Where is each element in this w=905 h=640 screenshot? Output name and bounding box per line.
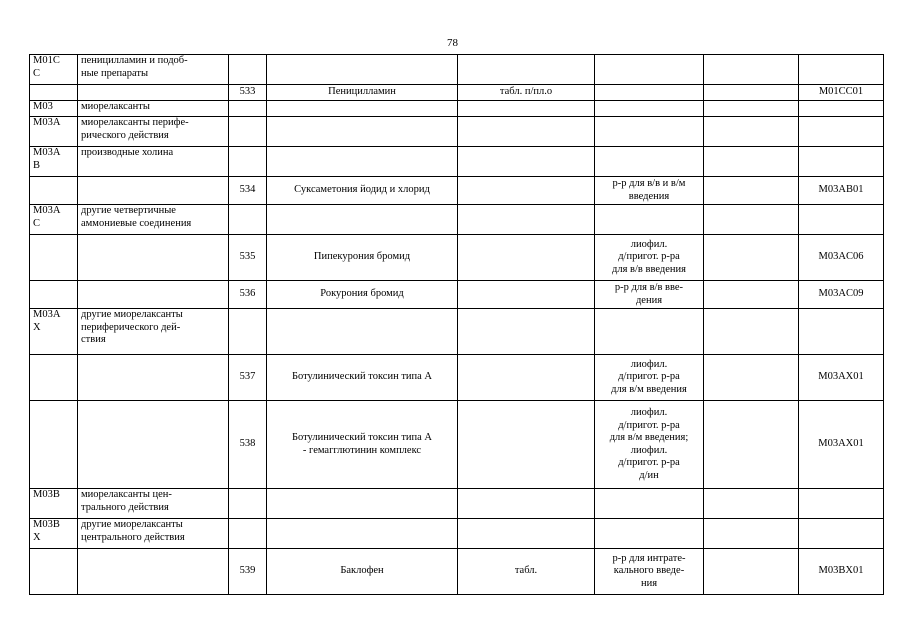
cell-text: 537 [239, 371, 256, 383]
atc-full-code-cell [799, 101, 884, 117]
atc-full-code-cell [799, 355, 884, 401]
cell-text: р-р для интрате- кального введе- ния [612, 552, 686, 589]
group-name-cell [78, 549, 229, 595]
dosage-form-cell [458, 235, 595, 281]
item-number-cell [229, 309, 267, 355]
cell-text: другие миорелаксанты центрального действия [81, 519, 185, 543]
atc-code-cell [30, 235, 78, 281]
drug-name-cell [267, 355, 458, 401]
extra-cell [704, 401, 799, 489]
cell-text: 533 [239, 86, 256, 98]
drug-name-cell [267, 85, 458, 101]
drug-name-cell [267, 549, 458, 595]
atc-code-cell [30, 101, 78, 117]
cell-text: Суксаметония йодид и хлорид [294, 184, 430, 196]
cell-text: другие миорелаксанты периферического дей- ствия [81, 309, 183, 345]
dosage-form-alt-cell [595, 55, 704, 85]
atc-code-cell [30, 519, 78, 549]
table-row [30, 205, 884, 235]
extra-cell [704, 205, 799, 235]
item-number-cell [229, 549, 267, 595]
item-number-cell [229, 489, 267, 519]
atc-code-cell [30, 401, 78, 489]
dosage-form-cell [458, 489, 595, 519]
drug-name-cell [267, 117, 458, 147]
dosage-form-cell [458, 101, 595, 117]
group-name-cell [78, 235, 229, 281]
atc-full-code-cell [799, 549, 884, 595]
group-name-cell [78, 309, 229, 355]
cell-text: пеницилламин и подоб- ные препараты [81, 55, 188, 79]
atc-code-cell [30, 489, 78, 519]
item-number-cell [229, 355, 267, 401]
item-number-cell [229, 519, 267, 549]
atc-code-cell [30, 177, 78, 205]
dosage-form-cell [458, 117, 595, 147]
item-number-cell [229, 401, 267, 489]
item-number-cell [229, 205, 267, 235]
drug-name-cell [267, 401, 458, 489]
atc-full-code-cell [799, 401, 884, 489]
cell-text: M03AX01 [818, 438, 864, 450]
group-name-cell [78, 205, 229, 235]
page-number: 78 [447, 37, 458, 49]
group-name-cell [78, 117, 229, 147]
item-number-cell [229, 281, 267, 309]
cell-text: производные холина [81, 147, 174, 158]
cell-text: M03B X [33, 519, 60, 543]
extra-cell [704, 117, 799, 147]
dosage-form-cell [458, 401, 595, 489]
atc-full-code-cell [799, 235, 884, 281]
atc-full-code-cell [799, 519, 884, 549]
atc-code-cell [30, 549, 78, 595]
atc-full-code-cell [799, 205, 884, 235]
drug-name-cell [267, 281, 458, 309]
table-row [30, 519, 884, 549]
dosage-form-alt-cell [595, 235, 704, 281]
dosage-form-alt-cell [595, 101, 704, 117]
extra-cell [704, 235, 799, 281]
cell-text: M01CC01 [818, 86, 864, 98]
atc-code-cell [30, 85, 78, 101]
cell-text: 538 [239, 438, 256, 450]
drug-name-cell [267, 205, 458, 235]
group-name-cell [78, 85, 229, 101]
cell-text: 536 [239, 288, 256, 300]
group-name-cell [78, 519, 229, 549]
group-name-cell [78, 55, 229, 85]
cell-text: миорелаксанты перифе- рического действия [81, 117, 189, 141]
group-name-cell [78, 281, 229, 309]
dosage-form-alt-cell [595, 147, 704, 177]
cell-text: 534 [239, 184, 256, 196]
cell-text: M03AC06 [818, 251, 864, 263]
drug-name-cell [267, 309, 458, 355]
cell-text: р-р для в/в вве- дения [614, 282, 684, 306]
cell-text: лиофил. д/пригот. р-ра для в/в введения [612, 238, 686, 275]
dosage-form-alt-cell [595, 205, 704, 235]
cell-text: M03AB01 [818, 184, 864, 196]
atc-code-cell [30, 117, 78, 147]
cell-text: Пеницилламин [328, 86, 396, 98]
extra-cell [704, 549, 799, 595]
atc-code-cell [30, 309, 78, 355]
dosage-form-alt-cell [595, 401, 704, 489]
dosage-form-alt-cell [595, 355, 704, 401]
cell-text: Ботулинический токсин типа А [291, 371, 433, 383]
cell-text: р-р для в/в и в/м введения [612, 178, 686, 202]
cell-text: лиофил. д/пригот. р-ра для в/м введения [611, 358, 687, 395]
cell-text: табл. п/пл.о [499, 86, 553, 98]
atc-full-code-cell [799, 177, 884, 205]
cell-text: Пипекурония бромид [313, 251, 411, 263]
dosage-form-cell [458, 177, 595, 205]
extra-cell [704, 489, 799, 519]
cell-text: M03BX01 [818, 565, 864, 577]
drug-name-cell [267, 519, 458, 549]
table-row [30, 309, 884, 355]
group-name-cell [78, 355, 229, 401]
table-row [30, 355, 884, 401]
drug-name-cell [267, 101, 458, 117]
cell-text: табл. [514, 565, 538, 577]
dosage-form-cell [458, 147, 595, 177]
dosage-form-alt-cell [595, 281, 704, 309]
dosage-form-alt-cell [595, 549, 704, 595]
extra-cell [704, 355, 799, 401]
cell-text: миорелаксанты цен- трального действия [81, 489, 172, 513]
cell-text: M01C C [33, 55, 60, 79]
table-row [30, 549, 884, 595]
table-row [30, 281, 884, 309]
item-number-cell [229, 55, 267, 85]
extra-cell [704, 519, 799, 549]
drug-name-cell [267, 489, 458, 519]
extra-cell [704, 55, 799, 85]
table-row [30, 117, 884, 147]
drug-name-cell [267, 235, 458, 281]
group-name-cell [78, 489, 229, 519]
drug-name-cell [267, 147, 458, 177]
cell-text: Рокурония бромид [320, 288, 404, 300]
cell-text: M03A B [33, 147, 61, 171]
atc-code-cell [30, 55, 78, 85]
dosage-form-alt-cell [595, 117, 704, 147]
cell-text: Ботулинический токсин типа А - гемагглютинин комплекс [291, 432, 433, 456]
atc-full-code-cell [799, 281, 884, 309]
cell-text: M03 [33, 101, 53, 112]
atc-full-code-cell [799, 85, 884, 101]
extra-cell [704, 147, 799, 177]
group-name-cell [78, 177, 229, 205]
cell-text: 539 [239, 565, 256, 577]
cell-text: M03B [33, 489, 60, 500]
dosage-form-alt-cell [595, 489, 704, 519]
dosage-form-alt-cell [595, 177, 704, 205]
dosage-form-cell [458, 355, 595, 401]
table-row [30, 85, 884, 101]
dosage-form-cell [458, 85, 595, 101]
extra-cell [704, 177, 799, 205]
group-name-cell [78, 147, 229, 177]
cell-text: M03AC09 [818, 288, 864, 300]
extra-cell [704, 85, 799, 101]
table-row [30, 489, 884, 519]
table-row [30, 55, 884, 85]
atc-full-code-cell [799, 55, 884, 85]
dosage-form-cell [458, 55, 595, 85]
item-number-cell [229, 85, 267, 101]
dosage-form-alt-cell [595, 519, 704, 549]
atc-full-code-cell [799, 309, 884, 355]
dosage-form-cell [458, 205, 595, 235]
atc-code-cell [30, 147, 78, 177]
dosage-form-cell [458, 281, 595, 309]
extra-cell [704, 101, 799, 117]
table-row [30, 235, 884, 281]
item-number-cell [229, 147, 267, 177]
dosage-form-cell [458, 549, 595, 595]
item-number-cell [229, 117, 267, 147]
item-number-cell [229, 235, 267, 281]
extra-cell [704, 281, 799, 309]
cell-text: M03AX01 [818, 371, 864, 383]
drug-name-cell [267, 55, 458, 85]
extra-cell [704, 309, 799, 355]
drug-name-cell [267, 177, 458, 205]
cell-text: M03A C [33, 205, 61, 229]
cell-text: лиофил. д/пригот. р-ра для в/м введения; лиофил. д/пригот. р-ра д/ин [609, 407, 689, 481]
table-row [30, 401, 884, 489]
cell-text: миорелаксанты [81, 101, 150, 112]
dosage-form-alt-cell [595, 85, 704, 101]
atc-code-cell [30, 205, 78, 235]
atc-code-cell [30, 281, 78, 309]
cell-text: 535 [239, 251, 256, 263]
cell-text: M03A [33, 117, 61, 128]
table-row [30, 147, 884, 177]
item-number-cell [229, 101, 267, 117]
table-row [30, 177, 884, 205]
group-name-cell [78, 101, 229, 117]
dosage-form-cell [458, 519, 595, 549]
atc-code-cell [30, 355, 78, 401]
table-row [30, 101, 884, 117]
item-number-cell [229, 177, 267, 205]
dosage-form-cell [458, 309, 595, 355]
cell-text: Баклофен [340, 565, 384, 577]
cell-text: M03A X [33, 309, 61, 333]
cell-text: другие четвертичные аммониевые соединения [81, 205, 192, 229]
atc-full-code-cell [799, 489, 884, 519]
drug-table [29, 54, 884, 595]
dosage-form-alt-cell [595, 309, 704, 355]
group-name-cell [78, 401, 229, 489]
atc-full-code-cell [799, 147, 884, 177]
atc-full-code-cell [799, 117, 884, 147]
